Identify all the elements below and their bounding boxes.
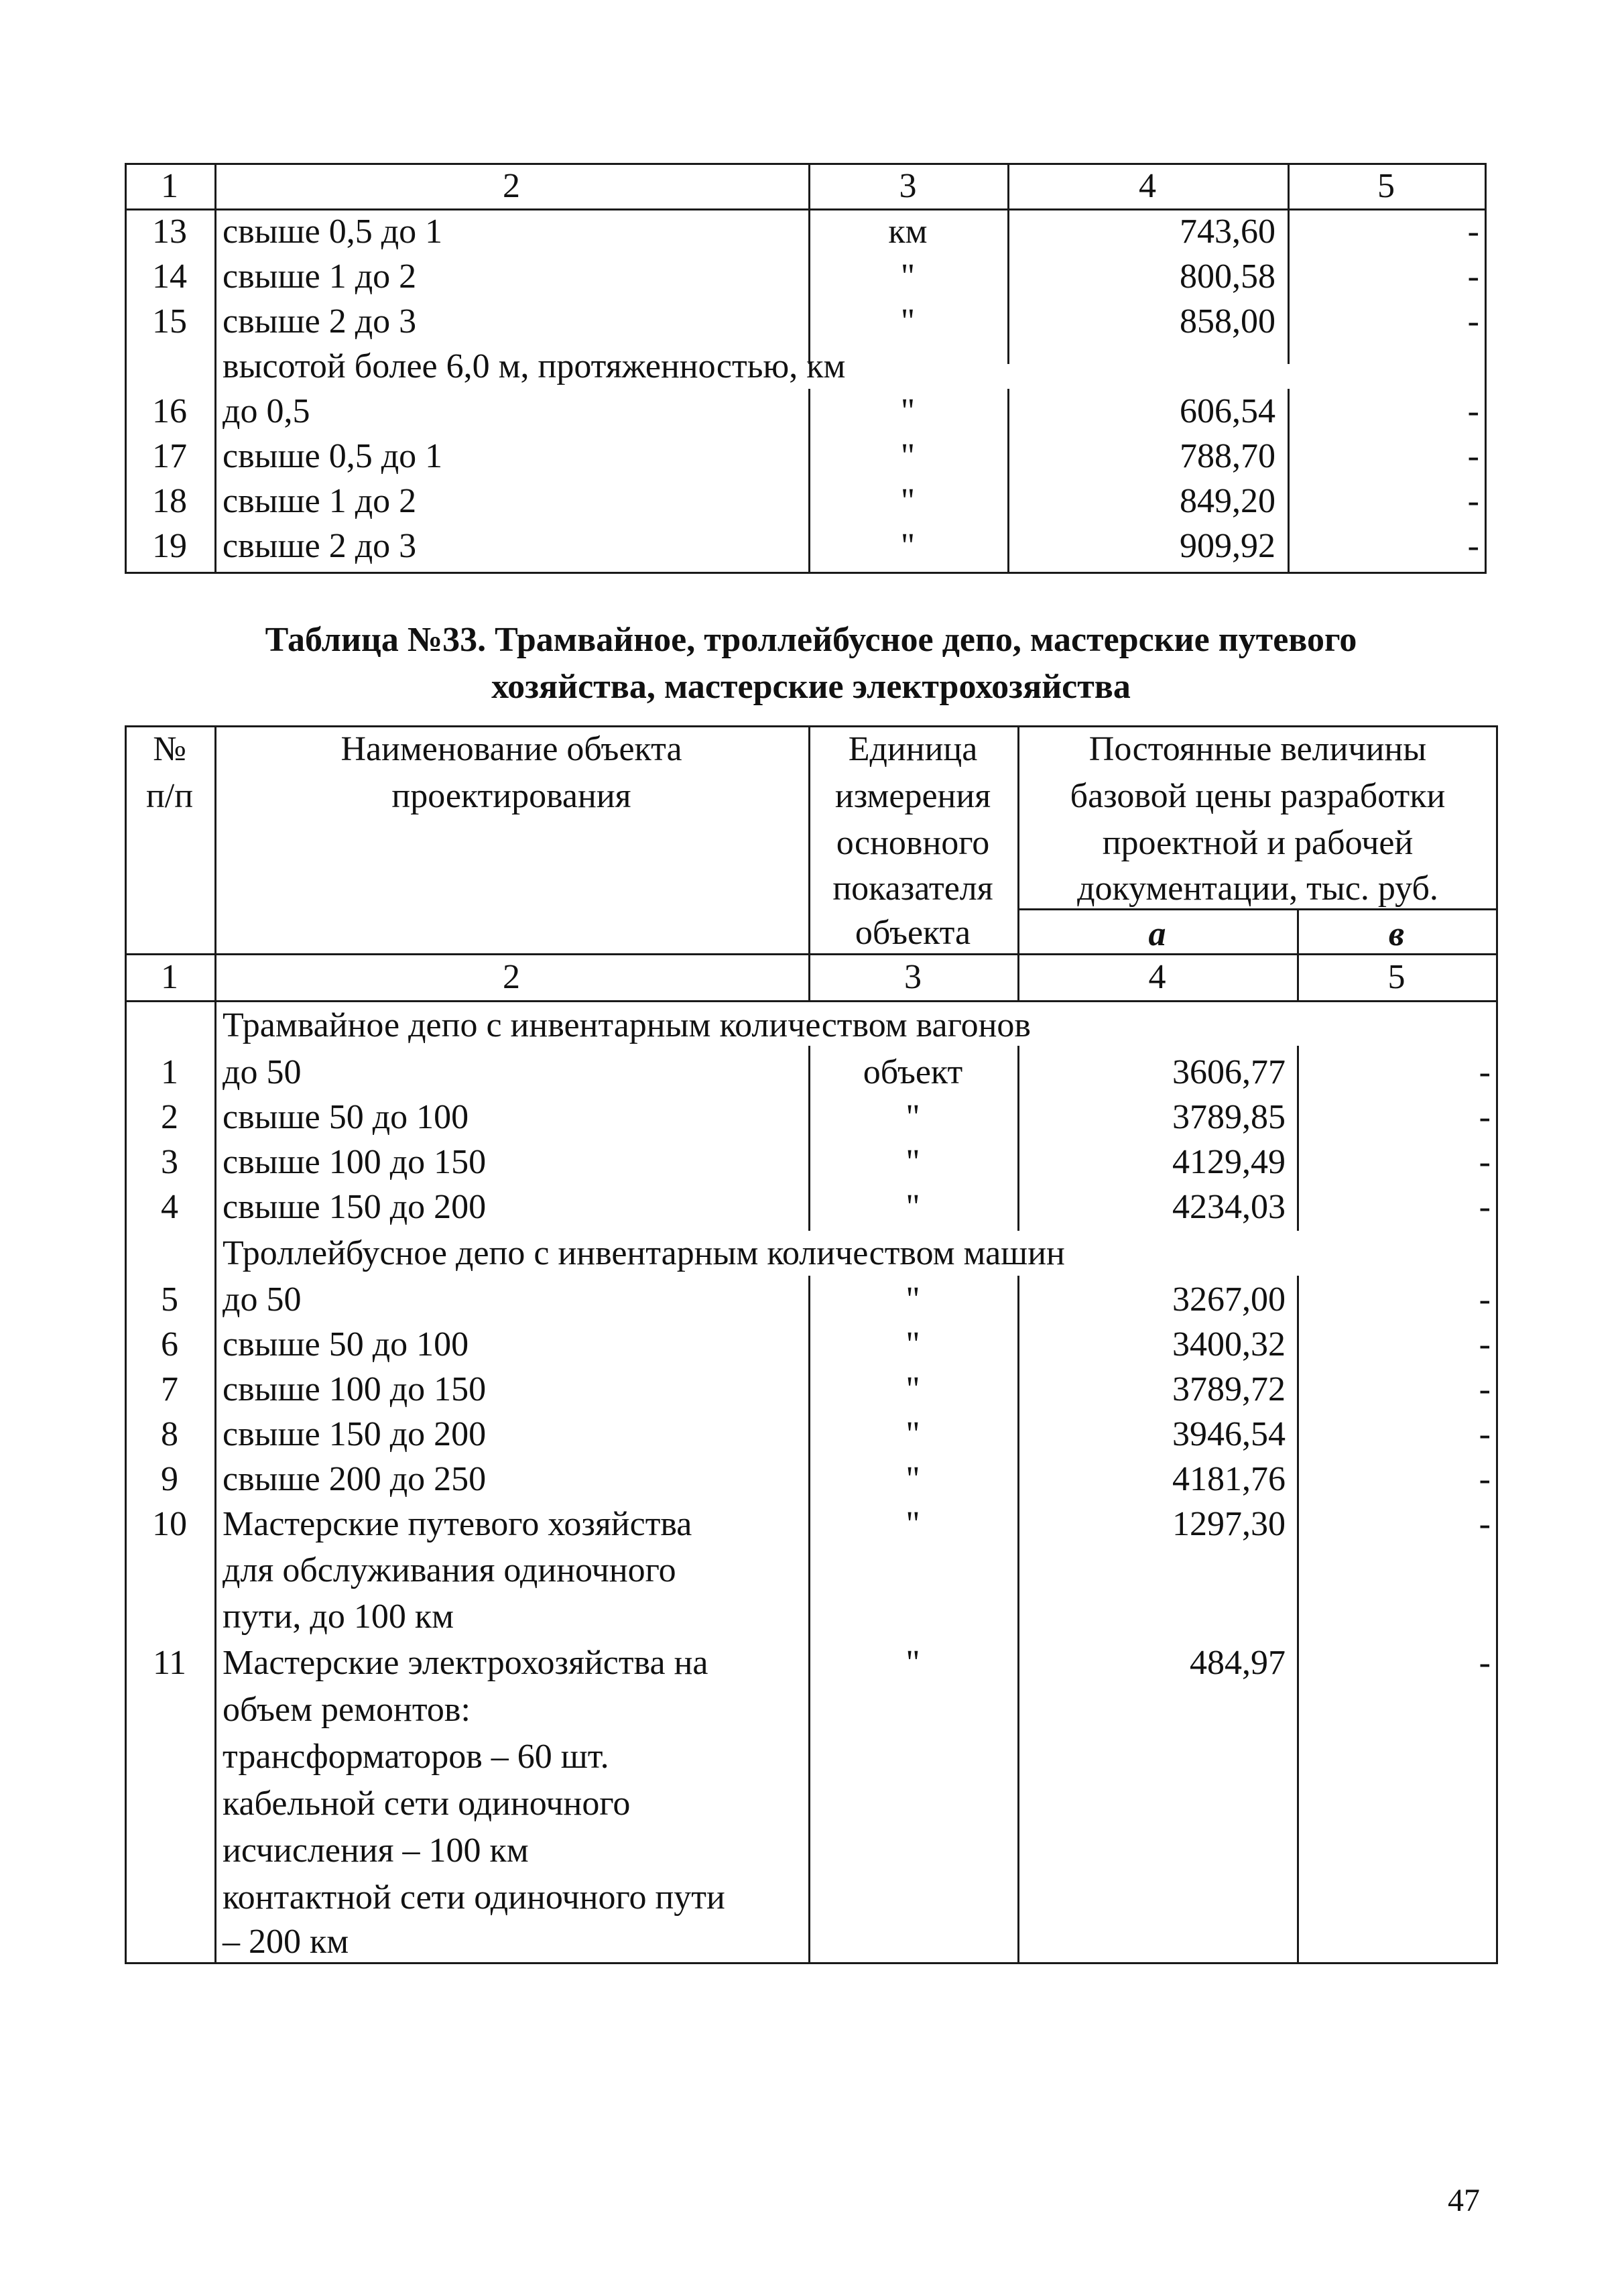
value-a: 3789,85 <box>1172 1098 1286 1136</box>
object-name: до 50 <box>223 1053 302 1091</box>
value-b: - <box>1479 1460 1491 1498</box>
value-a: 909,92 <box>1180 527 1275 565</box>
row-number: 8 <box>161 1415 178 1453</box>
object-name: свыше 50 до 100 <box>223 1098 469 1136</box>
row-number: 4 <box>161 1188 178 1226</box>
unit: " <box>900 482 916 520</box>
header-num: № <box>153 730 186 768</box>
value-b: - <box>1479 1325 1491 1364</box>
unit: км <box>888 213 928 251</box>
value-a: 800,58 <box>1180 257 1275 296</box>
col-number: 4 <box>1148 958 1166 996</box>
value-b: - <box>1479 1644 1491 1682</box>
col-number: 5 <box>1387 958 1406 996</box>
unit: " <box>900 302 916 341</box>
value-b: - <box>1467 257 1479 296</box>
value-b: - <box>1467 437 1479 475</box>
unit: " <box>906 1460 920 1498</box>
unit: " <box>900 437 916 475</box>
value-a: 3606,77 <box>1172 1053 1286 1091</box>
row-number: 19 <box>152 527 187 565</box>
object-name: до 50 <box>223 1280 302 1319</box>
value-a: 849,20 <box>1180 482 1275 520</box>
value-b: - <box>1479 1143 1491 1181</box>
object-name: свыше 2 до 3 <box>223 527 417 565</box>
unit: объект <box>863 1053 963 1091</box>
unit: " <box>906 1188 920 1226</box>
object-name-line: для обслуживания одиночного <box>223 1551 676 1589</box>
object-name: свыше 100 до 150 <box>223 1370 487 1408</box>
object-name: свыше 0,5 до 1 <box>223 437 443 475</box>
row-number: 9 <box>161 1460 178 1498</box>
row-number: 17 <box>152 437 187 475</box>
value-a: 3789,72 <box>1172 1370 1286 1408</box>
unit: " <box>906 1644 920 1682</box>
unit: " <box>906 1370 920 1408</box>
unit: " <box>906 1415 920 1453</box>
object-name: свыше 200 до 250 <box>223 1460 487 1498</box>
row-number: 2 <box>161 1098 178 1136</box>
col-number: 3 <box>899 167 917 205</box>
col-number: 2 <box>503 167 520 205</box>
unit: " <box>906 1505 920 1543</box>
value-a: 4129,49 <box>1172 1143 1286 1181</box>
unit: " <box>900 257 916 296</box>
value-b: - <box>1467 213 1479 251</box>
value-b: - <box>1479 1280 1491 1319</box>
row-number: 18 <box>152 482 187 520</box>
object-name-line: – 200 км <box>223 1923 349 1961</box>
value-b: - <box>1479 1415 1491 1453</box>
page-number: 47 <box>1448 2183 1480 2218</box>
header-num: п/п <box>145 777 194 815</box>
header-name: проектирования <box>391 777 631 815</box>
value-b: - <box>1467 482 1479 520</box>
object-name: до 0,5 <box>223 392 310 430</box>
group-heading: Трамвайное депо с инвентарным количеством вагонов <box>223 1006 1031 1044</box>
object-name: свыше 50 до 100 <box>223 1325 469 1364</box>
object-name-line: исчисления – 100 км <box>223 1831 529 1870</box>
row-number: 11 <box>152 1644 187 1682</box>
value-a: 484,97 <box>1190 1644 1286 1682</box>
object-name-line: контактной сети одиночного пути <box>223 1878 725 1917</box>
group-heading: Троллейбусное депо с инвентарным количеством машин <box>223 1234 1065 1272</box>
value-a: 1297,30 <box>1172 1505 1286 1543</box>
object-name-line: Мастерские электрохозяйства на <box>223 1644 708 1682</box>
value-a: 743,60 <box>1180 213 1275 251</box>
row-number: 16 <box>152 392 187 430</box>
object-name-line: пути, до 100 км <box>223 1597 454 1636</box>
unit: " <box>900 392 916 430</box>
value-a: 3267,00 <box>1172 1280 1286 1319</box>
table-title: Таблица №33. Трамвайное, троллейбусное депо, мастерские путевого <box>265 621 1357 659</box>
value-a: 3946,54 <box>1172 1415 1286 1453</box>
unit: " <box>906 1098 920 1136</box>
col-number: 3 <box>904 958 922 996</box>
value-a: 3400,32 <box>1172 1325 1286 1364</box>
header-b: в <box>1388 915 1405 953</box>
table-title: хозяйства, мастерские электрохозяйства <box>491 668 1131 706</box>
header-unit: Единица <box>848 730 978 768</box>
object-name: свыше 150 до 200 <box>223 1188 487 1226</box>
col-number: 1 <box>161 167 178 205</box>
object-name: свыше 0,5 до 1 <box>223 213 443 251</box>
row-number: 10 <box>152 1505 187 1543</box>
header-price: проектной и рабочей <box>1102 824 1414 862</box>
value-b: - <box>1479 1370 1491 1408</box>
header-unit: объекта <box>855 914 971 952</box>
object-name: свыше 1 до 2 <box>223 257 417 296</box>
unit: " <box>906 1280 920 1319</box>
value-b: - <box>1479 1188 1491 1226</box>
row-number: 7 <box>161 1370 178 1408</box>
value-b: - <box>1479 1053 1491 1091</box>
object-name-line: Мастерские путевого хозяйства <box>223 1505 692 1543</box>
object-name-line: объем ремонтов: <box>223 1691 471 1729</box>
col-number: 4 <box>1139 167 1156 205</box>
header-unit: основного <box>836 824 990 862</box>
col-number: 1 <box>161 958 178 996</box>
col-number: 2 <box>503 958 520 996</box>
object-name: свыше 150 до 200 <box>223 1415 487 1453</box>
row-number: 15 <box>152 302 187 341</box>
header-unit: показателя <box>832 869 993 908</box>
object-name: свыше 2 до 3 <box>223 302 417 341</box>
header-unit: измерения <box>834 777 991 815</box>
value-b: - <box>1479 1098 1491 1136</box>
value-b: - <box>1467 392 1479 430</box>
value-a: 858,00 <box>1180 302 1275 341</box>
col-number: 5 <box>1377 167 1395 205</box>
header-a: а <box>1148 915 1166 953</box>
value-a: 606,54 <box>1180 392 1275 430</box>
object-name: свыше 100 до 150 <box>223 1143 487 1181</box>
header-price: базовой цены разработки <box>1070 777 1446 815</box>
row-number: 13 <box>152 213 187 251</box>
value-a: 4234,03 <box>1172 1188 1286 1226</box>
value-b: - <box>1467 527 1479 565</box>
value-a: 788,70 <box>1180 437 1275 475</box>
value-a: 4181,76 <box>1172 1460 1286 1498</box>
group-heading: высотой более 6,0 м, протяженностью, км <box>223 347 846 385</box>
row-number: 1 <box>161 1053 178 1091</box>
row-number: 14 <box>152 257 187 296</box>
value-b: - <box>1479 1505 1491 1543</box>
row-number: 3 <box>161 1143 178 1181</box>
value-b: - <box>1467 302 1479 341</box>
header-price: Постоянные величины <box>1088 730 1427 768</box>
object-name-line: кабельной сети одиночного <box>223 1785 631 1823</box>
row-number: 6 <box>161 1325 178 1364</box>
unit: " <box>906 1143 920 1181</box>
unit: " <box>900 527 916 565</box>
header-price: документации, тыс. руб. <box>1077 869 1438 908</box>
object-name-line: трансформаторов – 60 шт. <box>223 1738 609 1776</box>
header-name: Наименование объекта <box>340 730 682 768</box>
object-name: свыше 1 до 2 <box>223 482 417 520</box>
row-number: 5 <box>161 1280 178 1319</box>
unit: " <box>906 1325 920 1364</box>
